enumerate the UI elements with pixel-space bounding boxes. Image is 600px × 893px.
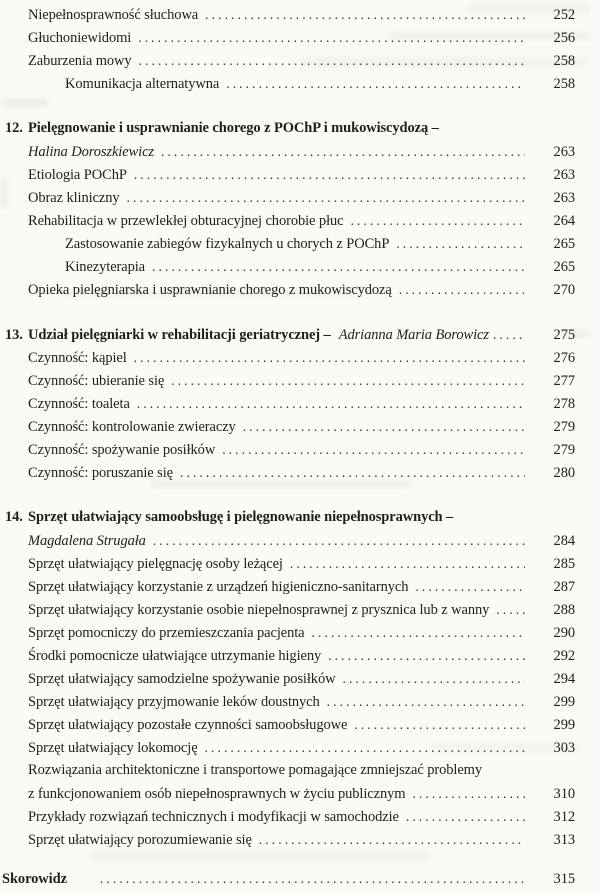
entry-title: z funkcjonowaniem osób niepełnosprawnych w życiu publicznym [28, 786, 406, 802]
toc-entry [0, 255, 575, 278]
page-number: 280 [553, 465, 575, 481]
page-number: 285 [553, 556, 575, 572]
entry-title: Zaburzenia mowy [28, 53, 132, 69]
toc-entry [0, 209, 575, 232]
entry-title: Etiologia POChP [28, 167, 127, 183]
page-number: 277 [553, 373, 575, 389]
entry-title: Czynność: ubieranie się [28, 373, 165, 389]
dot-leader [396, 232, 525, 255]
entry-title: Komunikacja alternatywna [65, 76, 220, 92]
dot-leader [415, 575, 525, 598]
page-number: 264 [553, 213, 575, 229]
entry-title: Czynność: poruszanie się [28, 465, 173, 481]
chapter-title: Udział pielęgniarki w rehabilitacji geriatrycznej – [28, 327, 331, 343]
entry-title: Sprzęt ułatwiający pielęgnację osoby leżącej [28, 556, 283, 572]
entry-title: Środki pomocnicze ułatwiające utrzymanie higieny [28, 648, 322, 664]
dot-leader [222, 438, 525, 461]
entry-title: Sprzęt ułatwiający samodzielne spożywanie posiłków [28, 671, 336, 687]
page-number: 275 [553, 327, 575, 343]
entry-title: Czynność: kontrolowanie zwieraczy [28, 419, 236, 435]
toc-entry [0, 690, 575, 713]
toc-entry [0, 759, 575, 782]
page-number: 278 [553, 396, 575, 412]
entry-title: Kinezyterapia [65, 259, 146, 275]
chapter-title: Sprzęt ułatwiający samoobsługę i pielęgnowanie niepełnosprawnych – [28, 509, 454, 525]
dot-leader [399, 278, 525, 301]
dot-leader [138, 26, 525, 49]
entry-title: Głuchoniewidomi [28, 30, 132, 46]
page-number: 315 [553, 871, 575, 887]
entry-title: Zastosowanie zabiegów fizykalnych u chorych z POChP [65, 236, 390, 252]
toc-entry [0, 140, 575, 163]
dot-leader [327, 690, 525, 713]
chapter-number: 12. [5, 120, 23, 136]
dot-leader [328, 644, 525, 667]
page-number: 312 [553, 809, 575, 825]
dot-leader [100, 867, 525, 890]
page-number: 263 [553, 190, 575, 206]
toc-entry [0, 552, 575, 575]
page-number: 288 [553, 602, 575, 618]
dot-leader [493, 323, 525, 346]
page-number: 258 [553, 53, 575, 69]
toc-entry [0, 529, 575, 552]
toc-entry [0, 117, 575, 140]
dot-leader [342, 667, 525, 690]
author-name: Adrianna Maria Borowicz [338, 327, 489, 343]
toc-entry [0, 782, 575, 805]
page-number: 290 [553, 625, 575, 641]
entry-title: Opieka pielęgniarska i usprawnianie chorego z mukowiscydozą [28, 282, 392, 298]
entry-title: Sprzęt ułatwiający przyjmowanie leków doustnych [28, 694, 320, 710]
page-number: 270 [553, 282, 575, 298]
dot-leader [205, 3, 525, 26]
toc-entry [0, 506, 575, 529]
dot-leader [152, 255, 525, 278]
page-number: 313 [553, 832, 575, 848]
toc-entry [0, 369, 575, 392]
toc-entry [0, 713, 575, 736]
dot-leader [153, 529, 525, 552]
dot-leader [180, 461, 525, 484]
toc-entry [0, 805, 575, 828]
page-number: 292 [553, 648, 575, 664]
entry-title: Czynność: toaleta [28, 396, 130, 412]
entry-title: Czynność: kąpiel [28, 350, 127, 366]
entry-title: Rozwiązania architektoniczne i transportowe pomagające zmniejszać problemy [28, 762, 482, 778]
page-number: 303 [553, 740, 575, 756]
entry-title: Przykłady rozwiązań technicznych i modyfikacji w samochodzie [28, 809, 399, 825]
page-number: 294 [553, 671, 575, 687]
entry-title: Sprzęt ułatwiający korzystanie z urządzeń higieniczno-sanitarnych [28, 579, 409, 595]
toc-entry [0, 346, 575, 369]
toc-entry [0, 461, 575, 484]
dot-leader [496, 598, 525, 621]
toc-entry [0, 598, 575, 621]
chapter-number: 13. [5, 327, 23, 343]
toc-entry [0, 278, 575, 301]
toc-entry [0, 49, 575, 72]
toc-entry [0, 736, 575, 759]
toc-entry [0, 3, 575, 26]
dot-leader [406, 805, 525, 828]
entry-title: Obraz kliniczny [28, 190, 120, 206]
page-number: 265 [553, 259, 575, 275]
dot-leader [171, 369, 525, 392]
entry-title: Sprzęt ułatwiający korzystanie osobie niepełnosprawnej z prysznica lub z wanny [28, 602, 490, 618]
page-number: 258 [553, 76, 575, 92]
entry-title: Sprzęt ułatwiający pozostałe czynności samoobsługowe [28, 717, 348, 733]
entry-title: Halina Doroszkiewicz [28, 144, 154, 160]
page-number: 276 [553, 350, 575, 366]
toc-entry [0, 323, 575, 346]
entry-title: Niepełnosprawność słuchowa [28, 7, 199, 23]
chapter-number: 14. [5, 509, 23, 525]
page-number: 310 [553, 786, 575, 802]
dot-leader [134, 163, 525, 186]
page-number: 263 [553, 167, 575, 183]
toc-entry [0, 415, 575, 438]
toc-entry [0, 621, 575, 644]
chapter-title: Pielęgnowanie i usprawnianie chorego z POChP i mukowiscydozą – [28, 120, 439, 136]
dot-leader [161, 140, 525, 163]
toc-entry [0, 575, 575, 598]
toc-entry [0, 828, 575, 851]
page-number: 265 [553, 236, 575, 252]
entry-title: Czynność: spożywanie posiłków [28, 442, 216, 458]
dot-leader [226, 72, 525, 95]
dot-leader [259, 828, 525, 851]
page-number: 299 [553, 694, 575, 710]
page-number: 299 [553, 717, 575, 733]
dot-leader [290, 552, 525, 575]
page-number: 287 [553, 579, 575, 595]
entry-title: Sprzęt ułatwiający lokomocję [28, 740, 198, 756]
toc-entry [0, 392, 575, 415]
page-number: 279 [553, 442, 575, 458]
toc-entry [0, 186, 575, 209]
toc-entry [0, 232, 575, 255]
toc-entry [0, 163, 575, 186]
page-number: 252 [553, 7, 575, 23]
dot-leader [134, 346, 525, 369]
toc-entry [0, 72, 575, 95]
toc-entry [0, 438, 575, 461]
page-number: 279 [553, 419, 575, 435]
entry-title: Sprzęt ułatwiający porozumiewanie się [28, 832, 252, 848]
dot-leader [139, 49, 525, 72]
toc-entry [0, 644, 575, 667]
page-number: 263 [553, 144, 575, 160]
dot-leader [137, 392, 525, 415]
entry-title: Skorowidz [2, 871, 67, 887]
dot-leader [127, 186, 525, 209]
toc-entry [0, 667, 575, 690]
dot-leader [354, 713, 525, 736]
entry-title: Magdalena Strugała [28, 533, 146, 549]
dot-leader [243, 415, 525, 438]
toc-list [0, 3, 575, 890]
page-number: 284 [553, 533, 575, 549]
dot-leader [312, 621, 525, 644]
entry-title: Rehabilitacja w przewlekłej obturacyjnej chorobie płuc [28, 213, 344, 229]
entry-title: Sprzęt pomocniczy do przemieszczania pacjenta [28, 625, 305, 641]
page-number: 256 [553, 30, 575, 46]
dot-leader [412, 782, 525, 805]
dot-leader [205, 736, 525, 759]
toc-entry [0, 867, 575, 890]
toc-entry [0, 26, 575, 49]
dot-leader [350, 209, 525, 232]
